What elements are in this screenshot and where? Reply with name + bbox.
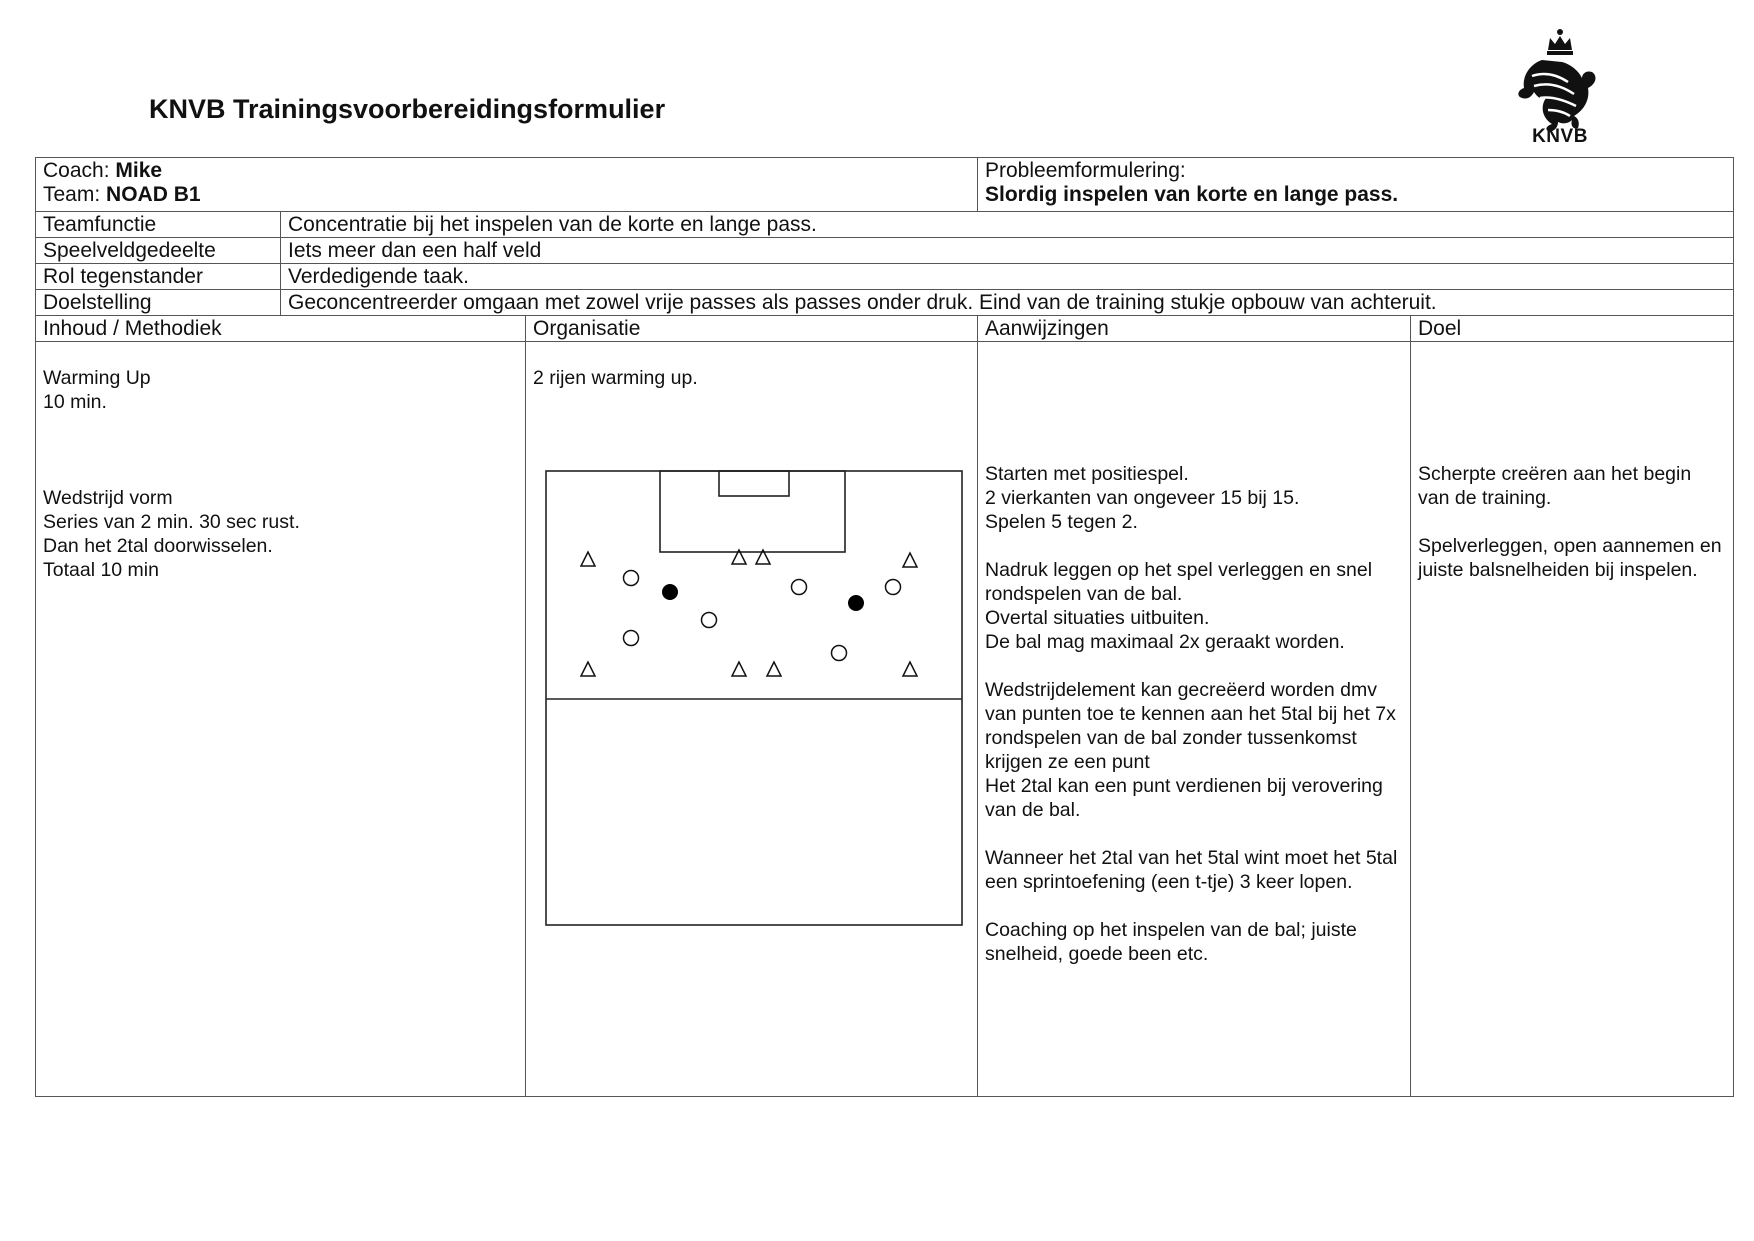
doel-cell <box>1411 342 1734 1097</box>
header-row <box>36 158 1734 212</box>
warmup-title: Warming Up <box>43 367 151 389</box>
row-label: Teamfunctie <box>36 212 281 238</box>
inhoud-line: Dan het 2tal doorwisselen. <box>43 535 273 557</box>
aanwijzing-line: 2 vierkanten van ongeveer 15 bij 15. <box>985 487 1300 509</box>
row-value: Iets meer dan een half veld <box>281 238 1734 264</box>
team-value: NOAD B1 <box>106 183 201 206</box>
player-filled-circle-icon <box>662 584 678 600</box>
inhoud-line: Series van 2 min. 30 sec rust. <box>43 511 300 533</box>
doel-line: Spelverleggen, open aannemen en juiste balsnelheiden bij inspelen. <box>1418 535 1722 581</box>
problem-cell <box>978 158 1734 212</box>
cone-triangle-icon <box>581 552 595 566</box>
warmup-time: 10 min. <box>43 391 107 413</box>
player-open-circle-icon <box>624 631 639 646</box>
column-header-inhoud: Inhoud / Methodiek <box>36 316 526 342</box>
pitch-outline <box>546 471 962 925</box>
row-teamfunctie <box>36 212 1734 238</box>
column-header-doel: Doel <box>1411 316 1734 342</box>
team-label: Team: <box>43 183 101 206</box>
row-rol-tegenstander <box>36 264 1734 290</box>
aanwijzing-line: Het 2tal kan een punt verdienen bij verovering van de bal. <box>985 775 1383 821</box>
row-label: Speelveldgedeelte <box>36 238 281 264</box>
cone-triangle-icon <box>732 662 746 676</box>
row-label: Rol tegenstander <box>36 264 281 290</box>
coach-label: Coach: <box>43 159 110 182</box>
cone-triangle-icon <box>903 662 917 676</box>
aanwijzing-line: Wanneer het 2tal van het 5tal wint moet het 5tal een sprintoefening (een t-tje) 3 keer lopen. <box>985 847 1398 893</box>
player-open-circle-icon <box>702 613 717 628</box>
aanwijzing-line: Coaching op het inspelen van de bal; juiste snelheid, goede been etc. <box>985 919 1357 965</box>
row-value: Verdedigende taak. <box>281 264 1734 290</box>
aanwijzing-line: Overtal situaties uitbuiten. <box>985 607 1210 629</box>
player-open-circle-icon <box>886 580 901 595</box>
aanwijzing-line: Spelen 5 tegen 2. <box>985 511 1138 533</box>
inhoud-line: Totaal 10 min <box>43 559 159 581</box>
aanwijzingen-cell <box>978 342 1411 1097</box>
aanwijzing-line: Wedstrijdelement kan gecreëerd worden dmv van punten toe te kennen aan het 5tal bij het 7x rondspelen van de bal zonder tussenkomst krijgen ze een punt <box>985 679 1396 773</box>
row-doelstelling <box>36 290 1734 316</box>
column-header-row <box>36 316 1734 342</box>
cone-triangle-icon <box>903 553 917 567</box>
goal-area <box>719 471 789 496</box>
player-open-circle-icon <box>832 646 847 661</box>
row-speelveldgedeelte <box>36 238 1734 264</box>
column-header-aanwijzingen: Aanwijzingen <box>978 316 1411 342</box>
column-header-organisatie: Organisatie <box>526 316 978 342</box>
content-row <box>36 342 1734 1097</box>
problem-label: Probleemformulering: <box>985 159 1186 182</box>
row-value: Concentratie bij het inspelen van de korte en lange pass. <box>281 212 1734 238</box>
aanwijzing-line: Starten met positiespel. <box>985 463 1189 485</box>
page-title: KNVB Trainingsvoorbereidingsformulier <box>149 94 666 124</box>
problem-value: Slordig inspelen van korte en lange pass. <box>985 183 1399 206</box>
cone-triangle-icon <box>767 662 781 676</box>
cone-triangle-icon <box>581 662 595 676</box>
aanwijzing-line: Nadruk leggen op het spel verleggen en snel rondspelen van de bal. <box>985 559 1373 605</box>
penalty-area <box>660 471 845 552</box>
coach-team-cell <box>36 158 978 212</box>
player-open-circle-icon <box>624 571 639 586</box>
inhoud-line: Wedstrijd vorm <box>43 487 173 509</box>
inhoud-cell <box>36 342 526 1097</box>
organisatie-text: 2 rijen warming up. <box>533 367 698 389</box>
coach-value: Mike <box>115 159 163 182</box>
aanwijzing-line: De bal mag maximaal 2x geraakt worden. <box>985 631 1345 653</box>
doel-line: Scherpte creëren aan het begin van de training. <box>1418 463 1692 509</box>
organisatie-cell <box>526 342 978 1097</box>
player-filled-circle-icon <box>848 595 864 611</box>
pitch-diagram <box>545 470 965 926</box>
knvb-logo-text: KNVB <box>1532 126 1588 147</box>
row-value: Geconcentreerder omgaan met zowel vrije passes als passes onder druk. Eind van de training stukje opbouw van achteruit. <box>281 290 1734 316</box>
training-form-table <box>35 157 1734 1097</box>
player-open-circle-icon <box>792 580 807 595</box>
row-label: Doelstelling <box>36 290 281 316</box>
